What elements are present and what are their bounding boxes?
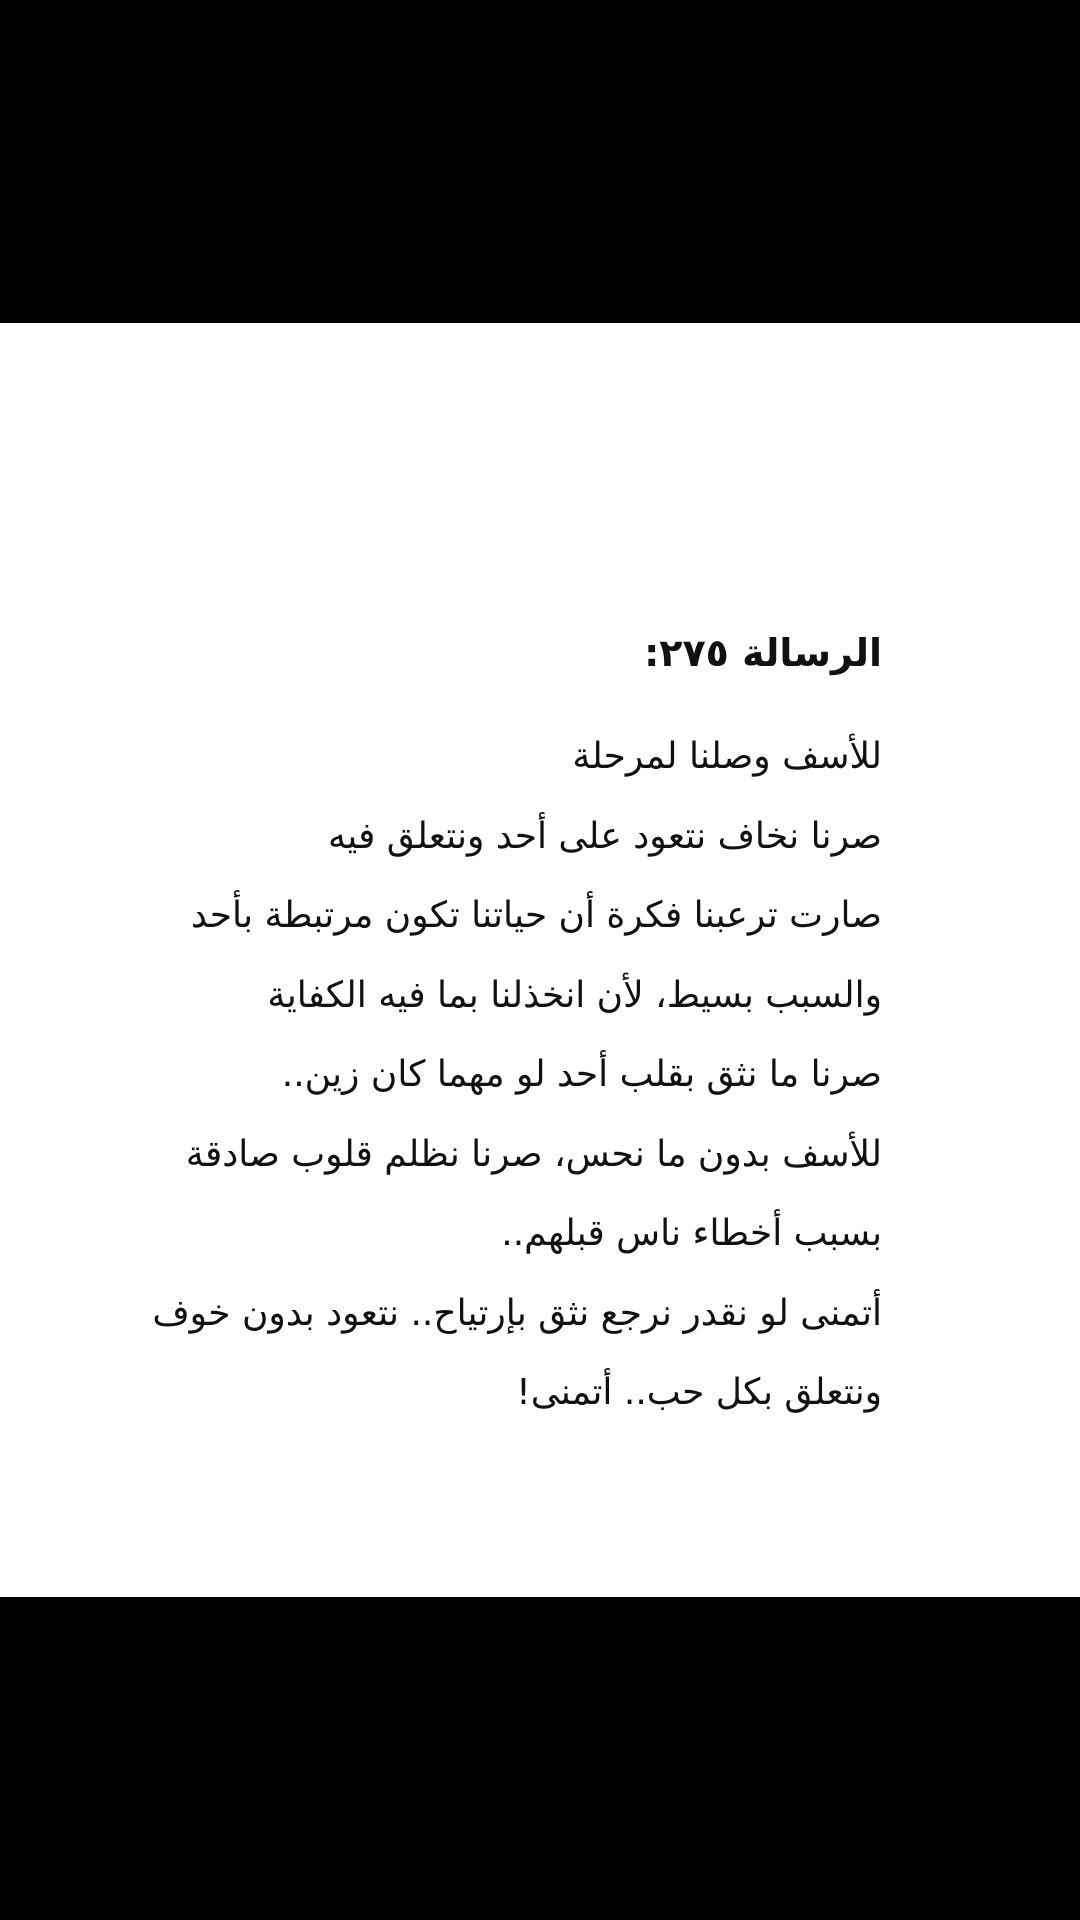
message-line-3: صارت ترعبنا فكرة أن حياتنا تكون مرتبطة بأحد (190, 895, 882, 936)
message-line-8: أتمنى لو نقدر نرجع نثق بإرتياح.. نتعود بدون خوف (152, 1292, 882, 1334)
message-line-4: والسبب بسيط، لأن انخذلنا بما فيه الكفاية (267, 974, 882, 1016)
message-line-1: للأسف وصلنا لمرحلة (572, 736, 882, 777)
message-line-7: بسبب أخطاء ناس قبلهم.. (501, 1213, 882, 1254)
message-line-9: ونتعلق بكل حب.. أتمنى! (516, 1372, 882, 1413)
message-page (0, 323, 1080, 1597)
message-line-6: للأسف بدون ما نحس، صرنا نظلم قلوب صادقة (185, 1133, 882, 1175)
message-title: الرسالة ٢٧٥: (644, 631, 882, 675)
message-line-5: صرنا ما نثق بقلب أحد لو مهما كان زين.. (281, 1054, 882, 1095)
top-letterbox-bar (0, 0, 1080, 323)
message-line-2: صرنا نخاف نتعود على أحد ونتعلق فيه (327, 815, 882, 857)
bottom-letterbox-bar (0, 1597, 1080, 1920)
message-text-block (122, 623, 882, 1433)
